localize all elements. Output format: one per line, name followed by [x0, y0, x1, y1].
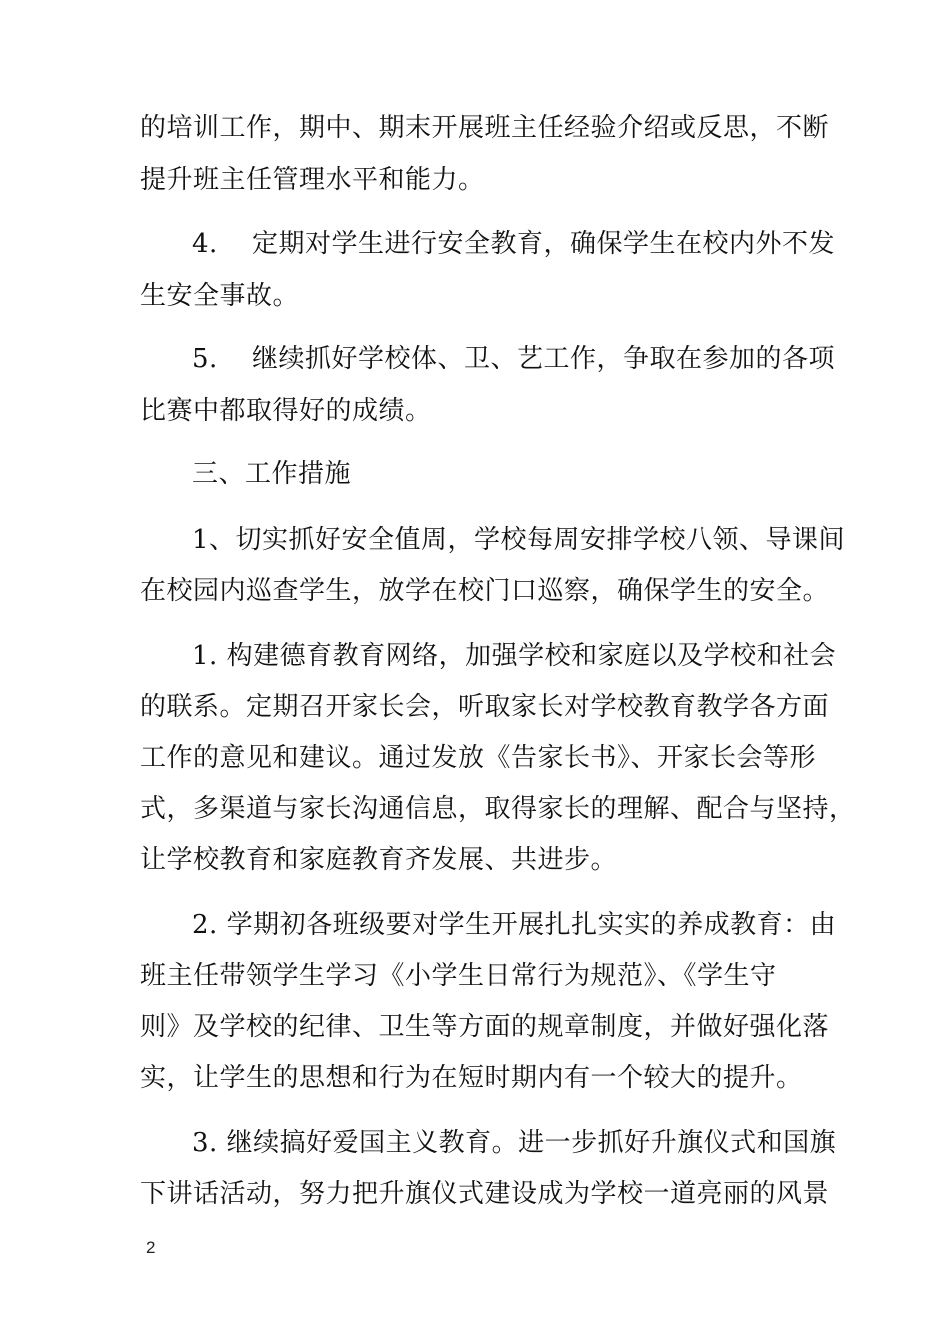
text-line: 让学校教育和家庭教育齐发展、共进步。 [140, 845, 618, 875]
section-heading: 三、工作措施 [192, 459, 352, 489]
text-line: 班主任带领学生学习《小学生日常行为规范》、《学生守 [140, 961, 777, 991]
list-item-5 [192, 344, 835, 374]
text-line: 提升班主任管理水平和能力。 [140, 165, 485, 195]
text-line: 1. 构建德育教育网络，加强学校和家庭以及学校和社会 [192, 641, 837, 671]
text-line: 下讲话活动，努力把升旗仪式建设成为学校一道亮丽的风景 [140, 1179, 830, 1209]
list-number: 4. [192, 229, 218, 259]
text-line: 在校园内巡查学生，放学在校门口巡察，确保学生的安全。 [140, 576, 830, 606]
text-line: 式，多渠道与家长沟通信息，取得家长的理解、配合与坚持， [140, 794, 856, 824]
text-line: 1、切实抓好安全值周，学校每周安排学校八领、导课间 [192, 525, 846, 555]
text-line: 2. 学期初各班级要对学生开展扎扎实实的养成教育：由 [192, 910, 837, 940]
list-item-4 [192, 229, 835, 259]
text-line: 继续抓好学校体、卫、艺工作，争取在参加的各项 [252, 344, 836, 374]
text-line: 生安全事故。 [140, 281, 300, 311]
text-line: 则》及学校的纪律、卫生等方面的规章制度，并做好强化落 [140, 1012, 830, 1042]
text-line: 3. 继续搞好爱国主义教育。进一步抓好升旗仪式和国旗 [192, 1128, 837, 1158]
text-line: 的联系。定期召开家长会，听取家长对学校教育教学各方面 [140, 692, 830, 722]
page-number: 2 [146, 1238, 156, 1257]
text-line: 定期对学生进行安全教育，确保学生在校内外不发 [252, 229, 836, 259]
text-line: 实，让学生的思想和行为在短时期内有一个较大的提升。 [140, 1063, 803, 1093]
list-number: 5. [192, 344, 218, 374]
text-line: 工作的意见和建议。通过发放《告家长书》、开家长会等形 [140, 743, 817, 773]
text-line: 的培训工作，期中、期末开展班主任经验介绍或反思，不断 [140, 113, 830, 143]
text-line: 比赛中都取得好的成绩。 [140, 396, 432, 426]
